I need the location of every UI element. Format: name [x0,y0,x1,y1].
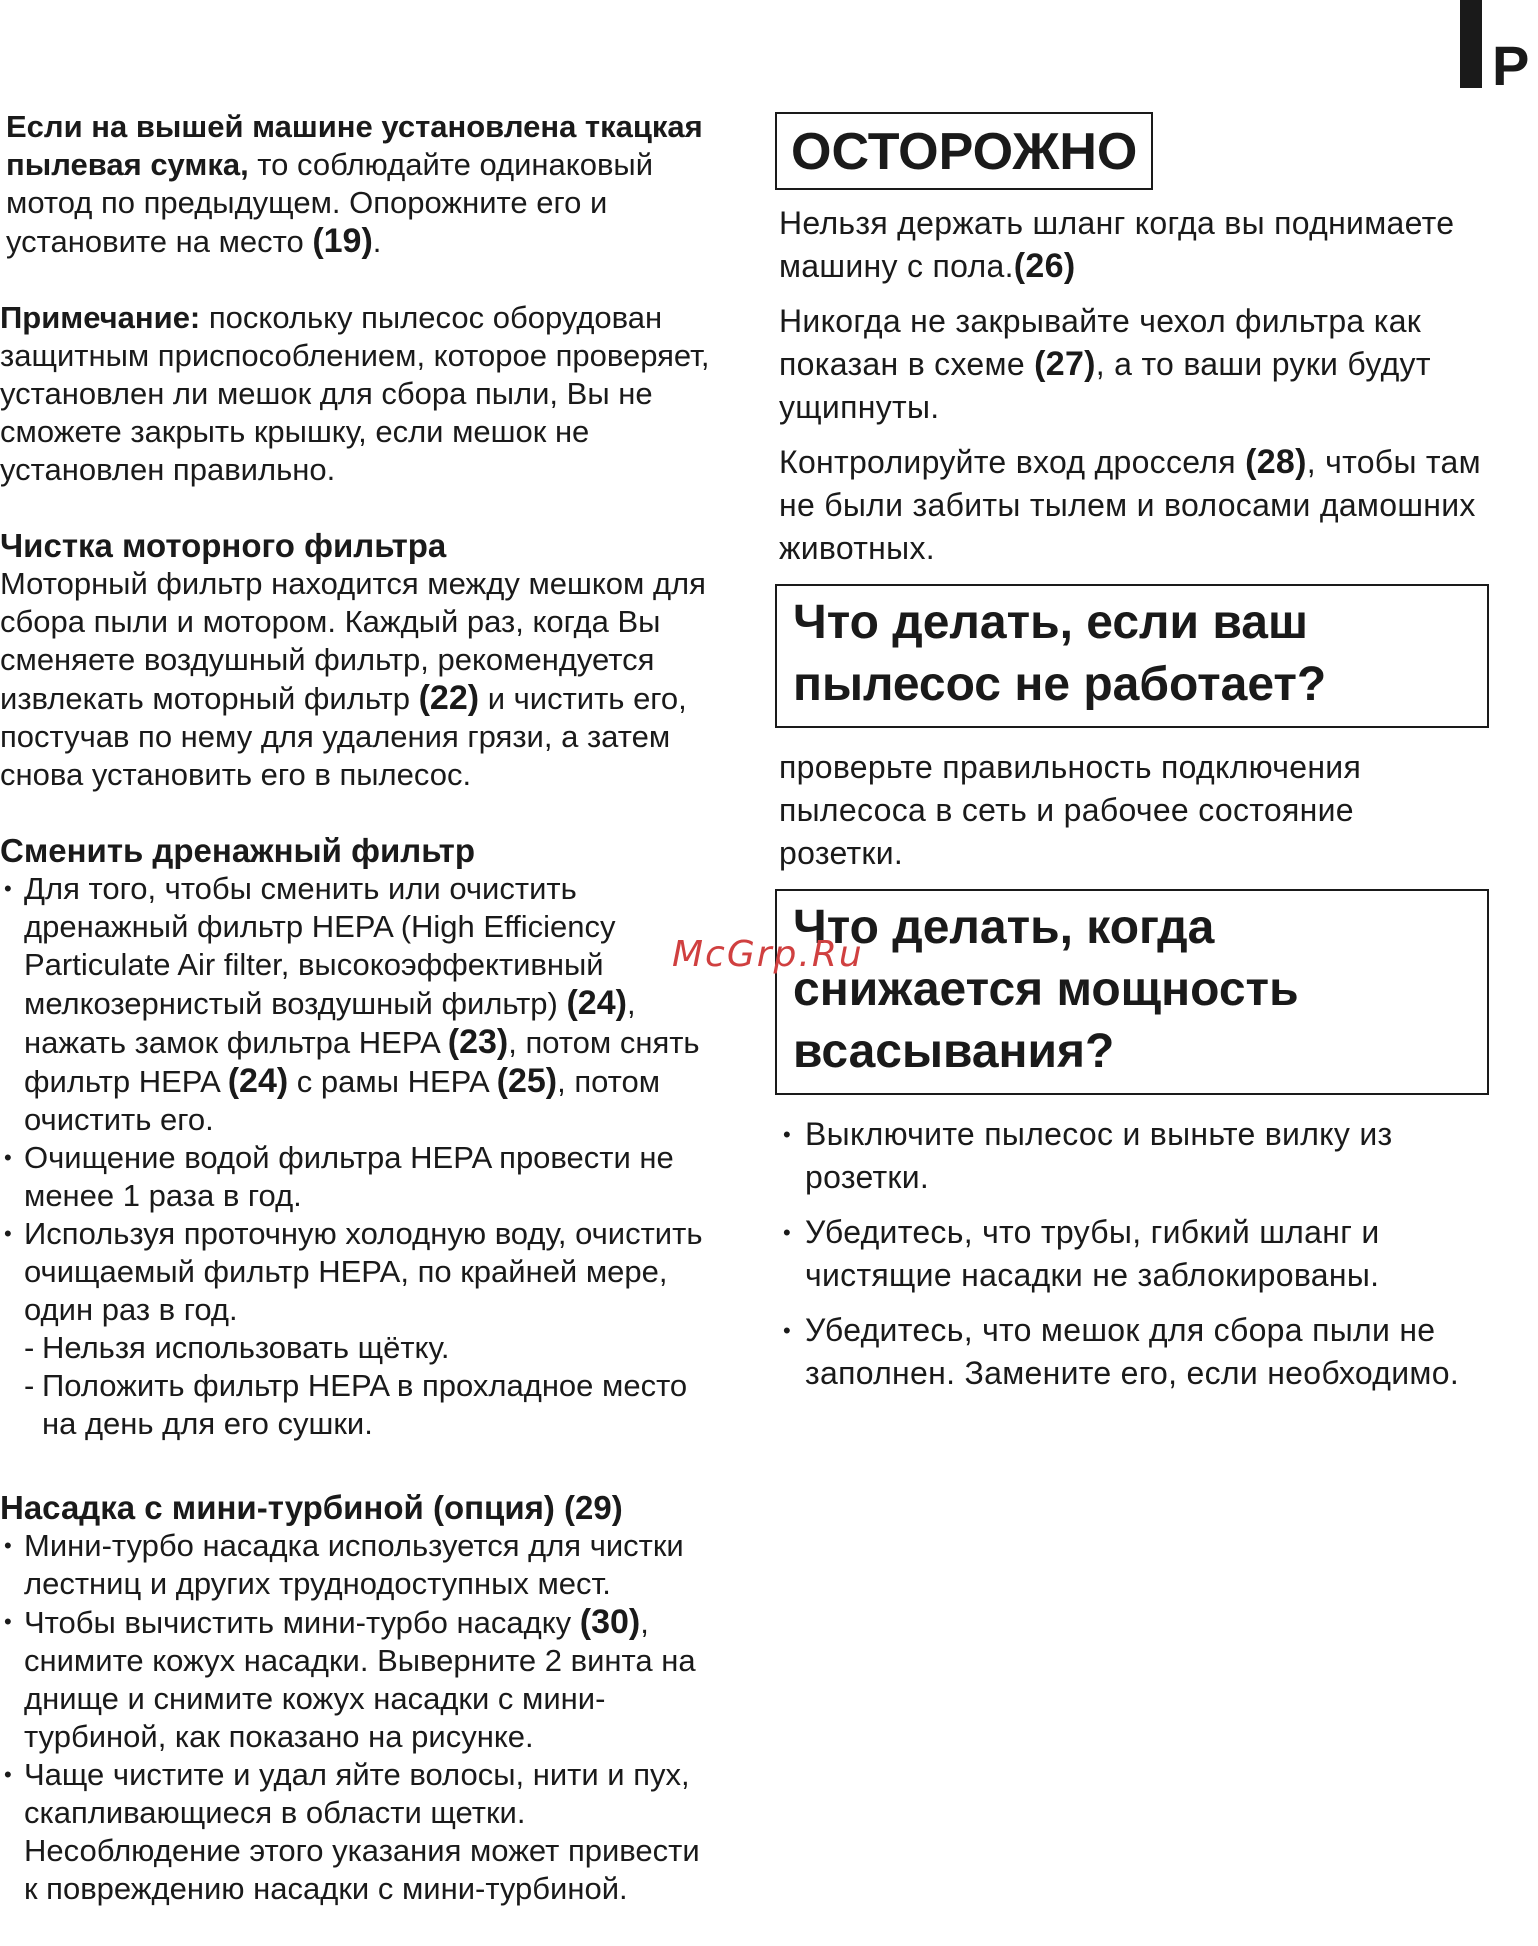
caution-p2-ref: (27) [1034,345,1096,383]
intro-text: то соблюдайте одинаковый мотод по предыдущем. Опорожните его и установите на место [6,147,654,259]
mini-turbo-section [0,1489,715,1908]
list-item: • Очищение водой фильтра HEPA провести не менее 1 раза в год. [0,1139,715,1215]
not-working-box: Что делать, если ваш пылесос не работает? [775,584,1489,728]
caution-p1-ref: (26) [1013,247,1076,285]
turbo-b2-ref: (30) [579,1603,641,1641]
list-item: • Чаще чистите и удал яйте волосы, нити и пух, скапливающиеся в области щетки. Несоблюдение этого указания может привести к повреждению насадки с мини-турбиной. [0,1756,715,1908]
suction-box: Что делать, когда снижается мощность всасывания? [775,889,1489,1095]
list-item [0,1215,715,1443]
caution-p3-t1: Контролируйте вход дросселя [779,444,1246,480]
section-tab-letter: P [1492,34,1530,97]
list-item [0,1603,715,1756]
section-tab-bar [1460,0,1482,88]
motor-filter-text [0,565,715,794]
drain-filter-heading: Сменить дренажный фильтр [0,832,475,869]
list-item: • Убедитесь, что трубы, гибкий шланг и чистящие насадки не заблокированы. [775,1211,1485,1297]
intro-ref: (19) [312,222,373,260]
drain-b1-t1: Для того, чтобы сменить или очистить дренажный фильтр HEPA (High Efficiency Particulate Air filter, высокоэффективный мелкозернистый воздушный фильтр) [24,871,616,1021]
sub-list-item: - Нельзя использовать щётку. [24,1329,715,1367]
drain-filter-list [0,870,715,1443]
list-item: • Выключите пылесос и выньте вилку из розетки. [775,1113,1485,1199]
motor-filter-text1: Моторный фильтр находится между мешком для сбора пыли и мотором. Каждый раз, когда Вы сменяете воздушный фильтр, рекомендуется извлекать моторный фильтр [0,566,706,716]
note-label: Примечание: [0,300,201,335]
motor-filter-text2: и чистить его, постучав по нему для удаления грязи, а затем снова установить его в пылесос. [0,681,687,792]
note-paragraph [0,299,715,489]
suction-list [775,1113,1485,1395]
drain-b1-t2: , нажать замок фильтра HEPA [24,986,636,1060]
list-item: • Мини-турбо насадка используется для чистки лестниц и других труднодоступных мест. [0,1527,715,1603]
drain-b1-t4: с рамы HEPA [288,1064,497,1099]
drain-b1-ref1: (24) [566,984,627,1022]
caution-paragraph-3 [779,441,1485,570]
caution-p2-t1: Никогда не закрывайте чехол фильтра как показан в схеме [779,303,1422,382]
intro-bold: Если на вышей машине установлена ткацкая пылевая сумка, [6,109,703,182]
list-item: • Убедитесь, что мешок для сбора пыли не заполнен. Замените его, если необходимо. [775,1309,1485,1395]
caution-p3-ref: (28) [1245,443,1307,481]
list-item [0,870,715,1139]
mini-turbo-heading: Насадка с мини-турбиной (опция) (29) [0,1489,623,1526]
motor-filter-ref: (22) [418,679,480,717]
drain-b1-t5: , потом очистить его. [24,1064,661,1137]
turbo-b2-t2: , снимите кожух насадки. Выверните 2 винта на днище и снимите кожух насадки с мини-турбиной, как показано на рисунке. [24,1605,696,1754]
right-column [775,112,1485,1407]
drain-b1-t3: , потом снять фильтр HEPA [24,1025,700,1099]
mini-turbo-list [0,1527,715,1908]
drain-b3: Используя проточную холодную воду, очистить очищаемый фильтр HEPA, по крайней мере, один раз в год. [24,1216,703,1327]
drain-b1-ref2: (23) [447,1023,509,1061]
caution-p3-t2: , чтобы там не были забиты тылем и волосами дамошних животных. [779,444,1481,566]
sub-list-item: - Положить фильтр HEPA в прохладное место на день для его сушки. [24,1367,715,1443]
intro-paragraph [0,108,715,261]
motor-filter-heading: Чистка моторного фильтра [0,527,447,564]
drain-b1-ref4: (25) [496,1062,558,1100]
caution-paragraph-2 [779,300,1485,429]
caution-p1-text: Нельзя держать шланг когда вы поднимаете машину с пола. [779,205,1455,284]
caution-p2-t2: , а то ваши руки будут ущипнуты. [779,346,1431,425]
watermark-logo: McGrp.Ru [672,934,864,975]
not-working-text: проверьте правильность подключения пылесоса в сеть и рабочее состояние розетки. [779,749,1362,871]
note-text: поскольку пылесос оборудован защитным приспособлением, которое проверяет, установлен ли мешок для сбора пыли, Вы не сможете закрыть крышку, если мешок не установлен правильно. [0,300,710,487]
drain-b1-ref3: (24) [227,1062,289,1100]
caution-paragraph-1 [779,202,1485,288]
intro-end: . [372,224,382,259]
turbo-b2-t1: Чтобы вычистить мини-турбо насадку [24,1605,580,1640]
left-column [0,108,715,1946]
motor-filter-section [0,527,715,794]
drain-sub-list [24,1329,715,1443]
caution-box: ОСТОРОЖНО [775,112,1153,190]
drain-filter-section [0,832,715,1443]
